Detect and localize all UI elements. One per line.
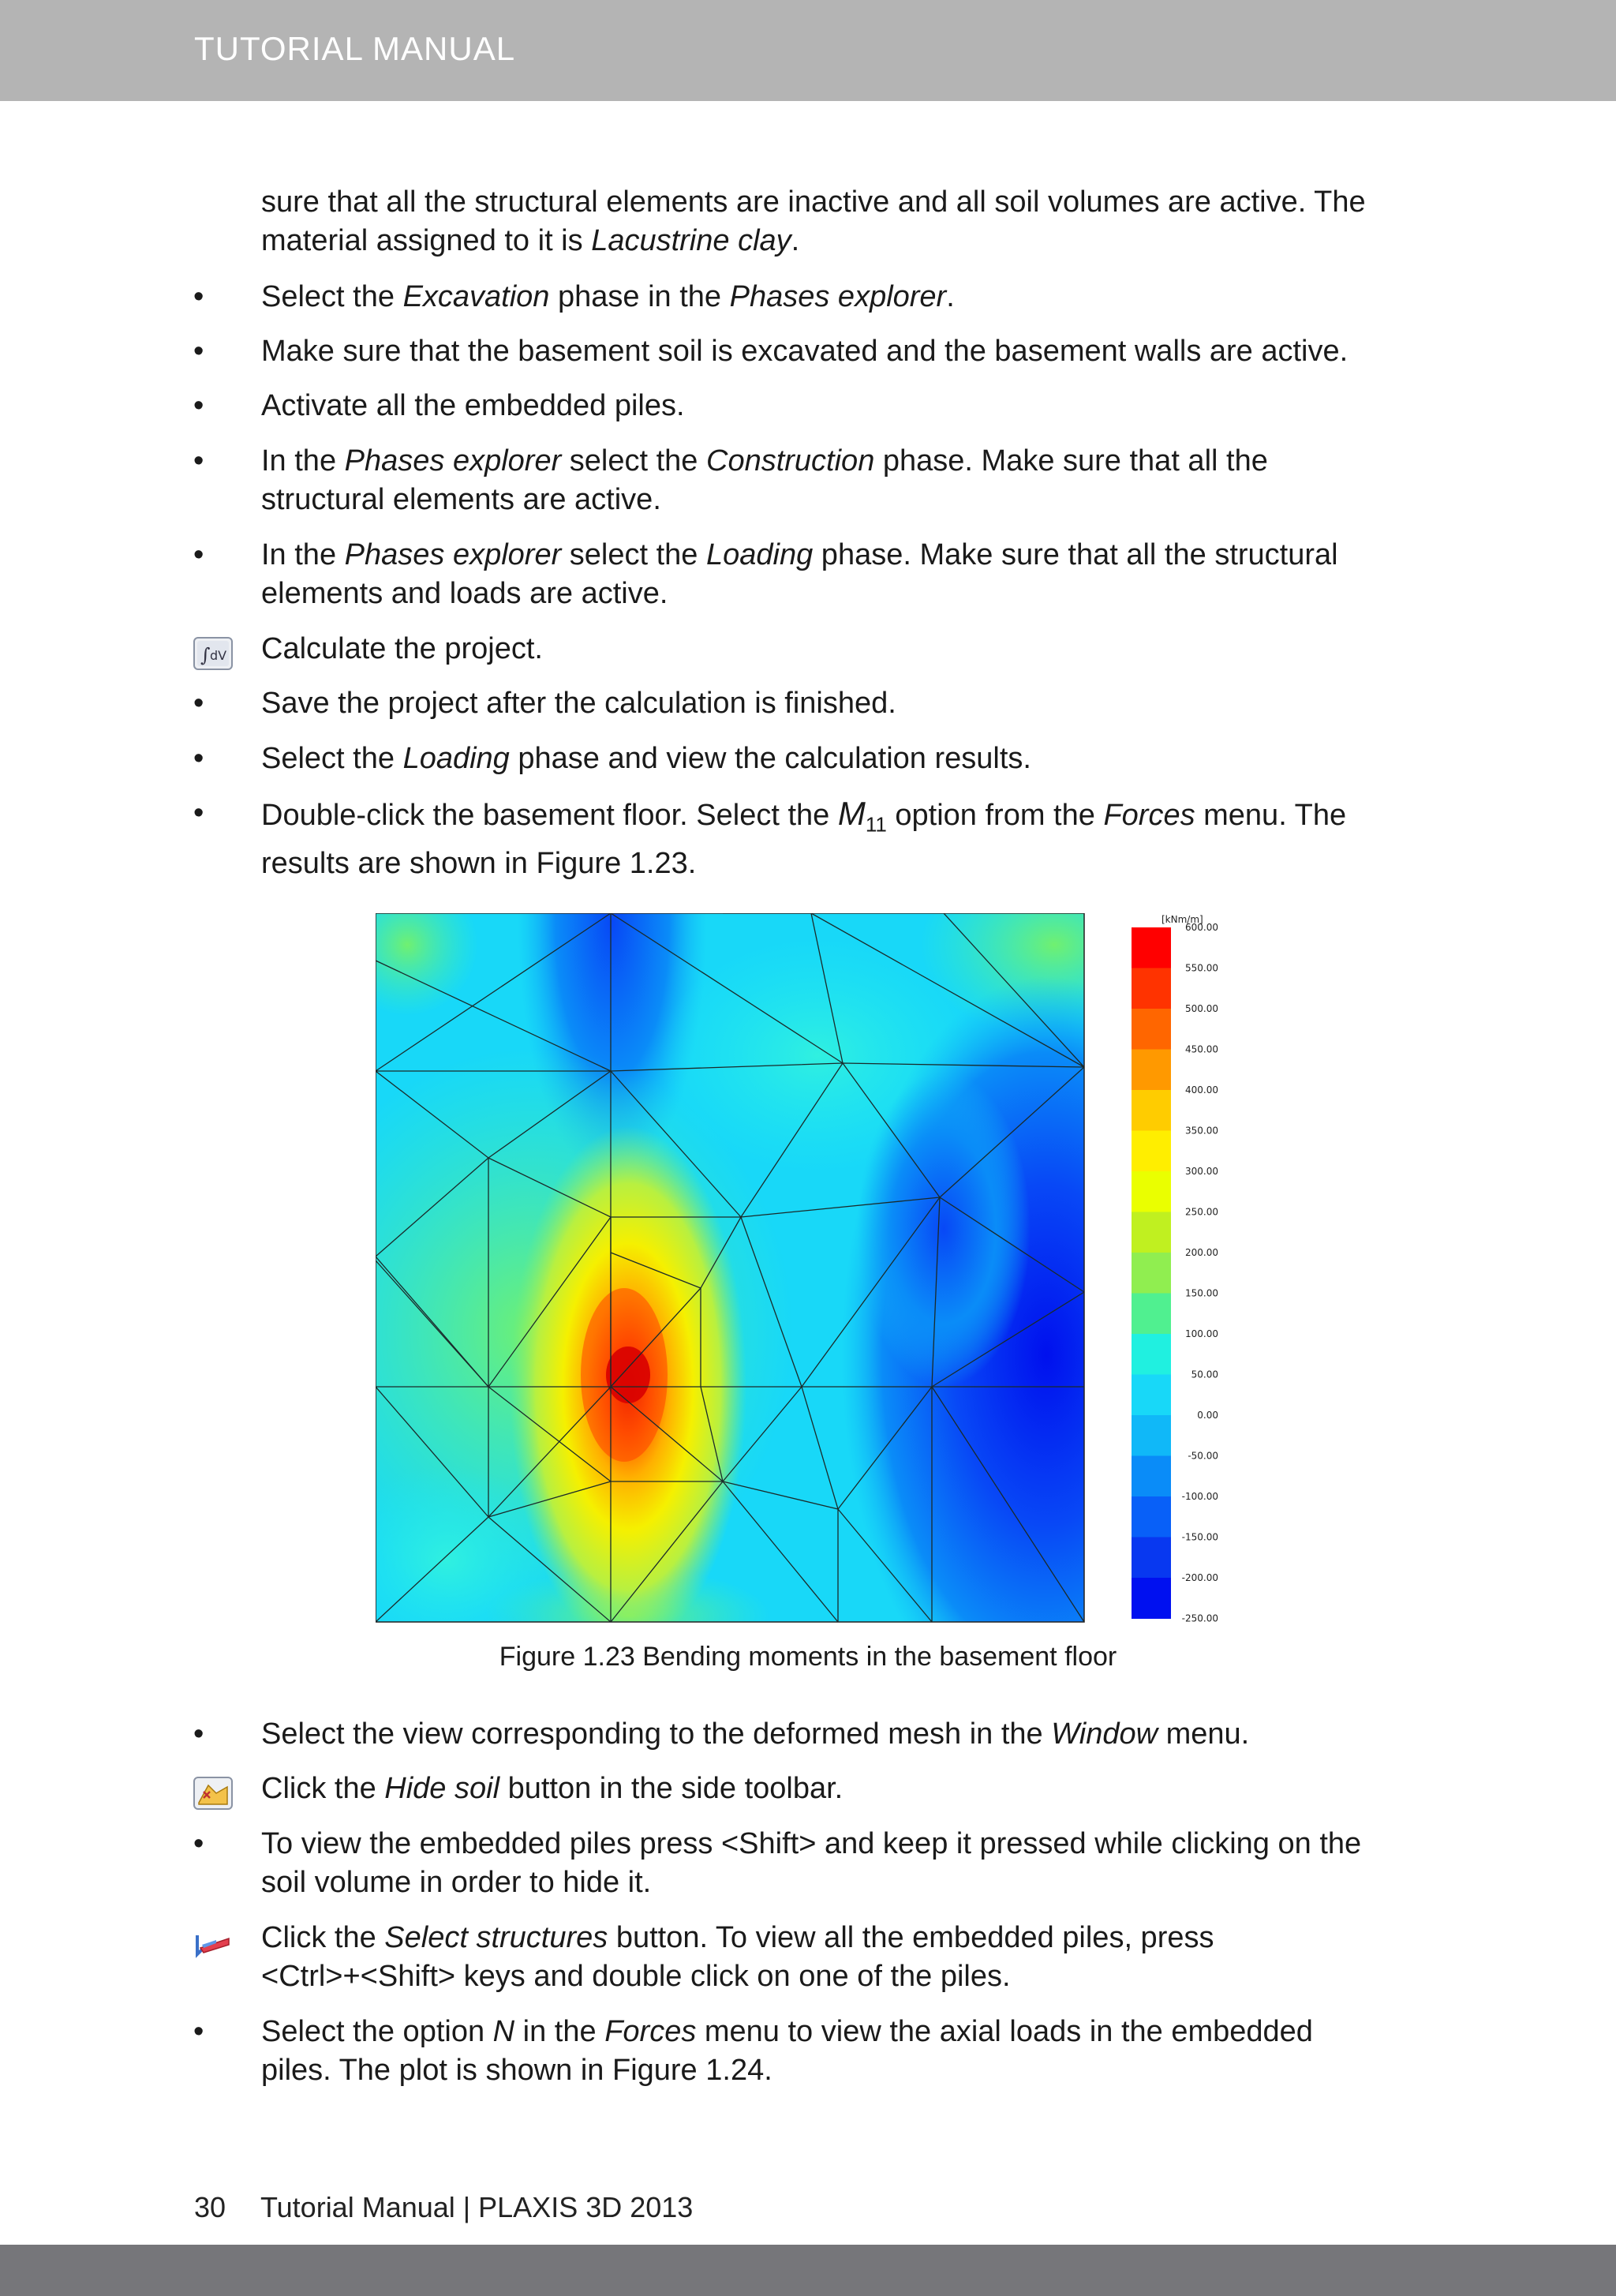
colorbar-swatch xyxy=(1132,1496,1171,1538)
colorbar-swatch xyxy=(1132,1334,1171,1375)
colorbar-tick-label: -100.00 xyxy=(1181,1491,1218,1502)
colorbar-swatch xyxy=(1132,1375,1171,1416)
bullet: • xyxy=(193,796,204,830)
svg-text:dV: dV xyxy=(210,648,227,663)
colorbar-tick-label: 300.00 xyxy=(1185,1166,1218,1177)
colorbar-swatch xyxy=(1132,1578,1171,1619)
bullet: • xyxy=(193,335,204,368)
page-number: 30 xyxy=(194,2191,226,2223)
colorbar-tick-label: 400.00 xyxy=(1185,1084,1218,1096)
colorbar-swatch xyxy=(1132,1456,1171,1497)
colorbar-swatch xyxy=(1132,1415,1171,1456)
bullet: • xyxy=(193,1717,204,1751)
paragraph-continuation xyxy=(261,183,1405,260)
list-item: To view the embedded piles press <Shift> and keep it pressed while clicking on the soil volume in order to hide it. xyxy=(261,1827,1362,1899)
colorbar-swatch xyxy=(1132,1253,1171,1294)
text-span: . xyxy=(791,224,800,257)
bullet: • xyxy=(193,444,204,478)
list-item: In the Phases explorer select the Loading phase. Make sure that all the structural elements and loads are active. xyxy=(261,538,1338,610)
bullet: • xyxy=(193,1827,204,1860)
figure-caption: Figure 1.23 Bending moments in the basement floor xyxy=(499,1642,1117,1672)
colorbar-swatch xyxy=(1132,1538,1171,1579)
bullet: • xyxy=(193,280,204,313)
figure-bending-moments xyxy=(376,913,1228,1624)
colorbar-tick-label: -150.00 xyxy=(1181,1531,1218,1543)
bullet: • xyxy=(193,687,204,720)
colorbar-tick-label: -200.00 xyxy=(1181,1572,1218,1583)
colorbar-tick-label: -250.00 xyxy=(1181,1612,1218,1624)
footer-bar xyxy=(0,2245,1616,2296)
colorbar-tick-label: 450.00 xyxy=(1185,1043,1218,1055)
bullet: • xyxy=(193,742,204,775)
icon-item-select-structures: Click the Select structures button. To view all the embedded piles, press <Ctrl>+<Shift> keys and double click on one of the piles. xyxy=(261,1921,1214,1993)
colorbar-swatch xyxy=(1132,1050,1171,1091)
footer-text: Tutorial Manual | PLAXIS 3D 2013 xyxy=(260,2191,694,2223)
list-item: Select the Loading phase and view the calculation results. xyxy=(261,742,1031,775)
colorbar-swatch xyxy=(1132,927,1171,968)
colorbar-swatch xyxy=(1132,1212,1171,1253)
bullet: • xyxy=(193,389,204,422)
colorbar-tick-label: -50.00 xyxy=(1188,1450,1218,1462)
colorbar-swatch xyxy=(1132,968,1171,1009)
page-footer xyxy=(194,2191,693,2224)
colorbar xyxy=(1132,922,1218,1624)
colorbar-tick-label: 550.00 xyxy=(1185,962,1218,974)
select-structures-icon[interactable] xyxy=(193,1926,234,1961)
text-italic: Lacustrine clay xyxy=(591,224,791,257)
colorbar-tick-label: 250.00 xyxy=(1185,1206,1218,1218)
colorbar-swatch xyxy=(1132,1090,1171,1131)
list-item: Save the project after the calculation is finished. xyxy=(261,687,896,720)
list-item: Double-click the basement floor. Select the $M_{11}$ option from the Forces menu. The results are shown in Figure 1.23. xyxy=(261,795,1347,880)
list-item: Select the Excavation phase in the Phases explorer. xyxy=(261,280,955,313)
colorbar-tick-label: 100.00 xyxy=(1185,1328,1218,1339)
icon-item-calculate: Calculate the project. xyxy=(261,632,543,665)
colorbar-tick-label: 50.00 xyxy=(1191,1369,1218,1380)
contour-field xyxy=(376,913,1228,1624)
text-span: material assigned to it is xyxy=(261,224,592,257)
list-item: Make sure that the basement soil is excavated and the basement walls are active. xyxy=(261,335,1349,368)
list-item: Activate all the embedded piles. xyxy=(261,389,685,422)
svg-text:∫: ∫ xyxy=(200,644,211,666)
colorbar-tick-label: 600.00 xyxy=(1185,922,1218,933)
colorbar-swatch xyxy=(1132,1171,1171,1212)
list-item: Select the view corresponding to the deformed mesh in the Window menu. xyxy=(261,1717,1250,1751)
bullet: • xyxy=(193,2015,204,2048)
colorbar-swatch xyxy=(1132,1131,1171,1172)
list-item: Select the option N in the Forces menu to view the axial loads in the embedded piles. The plot is shown in Figure 1.24. xyxy=(261,2015,1313,2087)
colorbar-tick-label: 150.00 xyxy=(1185,1287,1218,1299)
calculate-icon[interactable] xyxy=(193,636,234,671)
header-title: TUTORIAL MANUAL xyxy=(194,30,516,67)
hide-soil-icon[interactable] xyxy=(193,1776,234,1811)
bullet: • xyxy=(193,538,204,571)
icon-item-hide-soil: Click the Hide soil button in the side toolbar. xyxy=(261,1772,844,1805)
contour-plot xyxy=(376,913,1228,1624)
colorbar-swatch xyxy=(1132,1009,1171,1050)
colorbar-tick-label: 350.00 xyxy=(1185,1125,1218,1137)
colorbar-tick-label: 200.00 xyxy=(1185,1247,1218,1258)
colorbar-tick-label: 500.00 xyxy=(1185,1003,1218,1014)
colorbar-unit: [kNm/m] xyxy=(1162,914,1203,925)
list-item: In the Phases explorer select the Construction phase. Make sure that all the structural elements are active. xyxy=(261,444,1268,516)
page-header xyxy=(0,0,1616,101)
text-line: sure that all the structural elements are inactive and all soil volumes are active. The xyxy=(261,185,1366,219)
colorbar-swatch xyxy=(1132,1294,1171,1335)
colorbar-tick-label: 0.00 xyxy=(1197,1410,1218,1421)
